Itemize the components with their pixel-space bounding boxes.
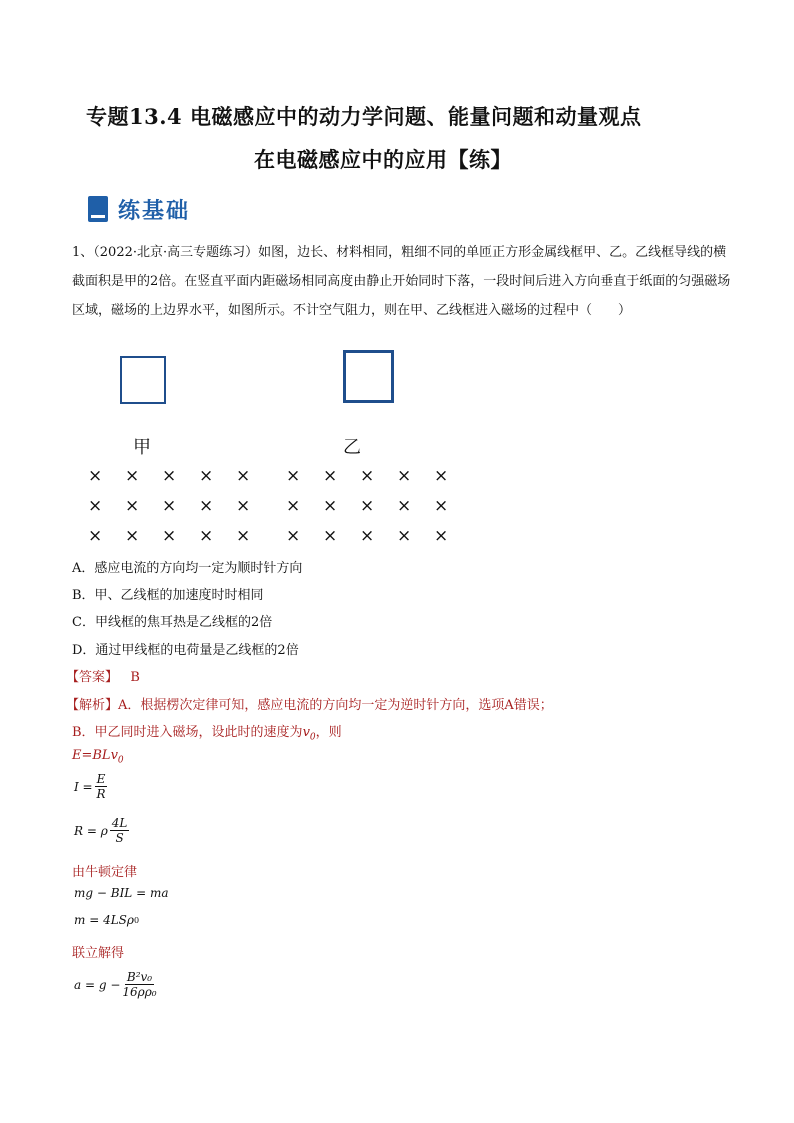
eq-accel-frac: [122, 970, 156, 999]
eq-accel-lhs: a = g −: [74, 977, 121, 992]
field-cross: ×: [88, 526, 103, 546]
eq-current: [74, 772, 109, 801]
field-cross: ×: [199, 466, 214, 486]
field-cross: ×: [162, 496, 177, 516]
field-cross: ×: [88, 466, 103, 486]
field-cross: ×: [162, 526, 177, 546]
eq-current-den: R: [96, 787, 106, 801]
field-cross: ×: [125, 526, 140, 546]
field-cross: ×: [286, 466, 301, 486]
field-cross: ×: [286, 526, 301, 546]
label-jia: 甲: [133, 437, 151, 458]
question-number: 1、: [72, 245, 94, 260]
combine-label: 联立解得: [72, 946, 125, 961]
section-label: 练基础: [118, 198, 191, 224]
label-yi: 乙: [343, 437, 361, 458]
field-cross: ×: [199, 526, 214, 546]
field-cross: ×: [286, 496, 301, 516]
field-cross: ×: [323, 526, 338, 546]
title-line-2: 在电磁感应中的应用【练】: [254, 147, 512, 172]
eq-emf-sub: 0: [117, 755, 124, 766]
field-cross: ×: [125, 466, 140, 486]
field-cross: ×: [434, 466, 449, 486]
field-cross: ×: [397, 466, 412, 486]
title-line-1: 专题13.4 电磁感应中的动力学问题、能量问题和动量观点: [86, 104, 642, 129]
option-b: B．甲、乙线框的加速度时时相同: [72, 588, 264, 603]
eq-resistance-frac: [110, 816, 130, 845]
eq-resistance-lhs: R = ρ: [74, 823, 108, 838]
answer-row: [66, 666, 140, 685]
eq-accel-num: B²v₀: [126, 970, 153, 984]
field-cross: ×: [323, 466, 338, 486]
frame-yi: [343, 350, 394, 403]
analysis-a: [66, 694, 553, 713]
option-c: C．甲线框的焦耳热是乙线框的2倍: [72, 615, 273, 630]
eq-current-frac: [95, 772, 108, 801]
field-cross: ×: [323, 496, 338, 516]
var-v: v: [302, 725, 310, 740]
eq-emf: [72, 748, 124, 766]
frame-jia: [120, 356, 166, 404]
answer-label: 【答案】: [66, 670, 119, 685]
eq-mass-sub: 0: [133, 915, 140, 925]
analysis-a-text: A．根据楞次定律可知，感应电流的方向均一定为逆时针方向，选项A错误；: [118, 698, 553, 713]
question-stem: [72, 238, 732, 325]
question-source: （2022·北京·高三专题练习）: [93, 245, 259, 260]
eq-resistance-num: 4L: [111, 816, 128, 830]
eq-accel-den: 16ρρ₀: [122, 985, 157, 999]
field-cross: ×: [434, 526, 449, 546]
field-cross: ×: [360, 466, 375, 486]
analysis-label: 【解析】: [66, 698, 119, 713]
section-heading: [88, 193, 190, 225]
eq-emf-text: E=BLv: [72, 748, 118, 763]
field-cross: ×: [88, 496, 103, 516]
eq-mass-text: m = 4LSρ: [74, 913, 134, 927]
analysis-b-end: ，则: [315, 725, 342, 740]
option-a: A．感应电流的方向均一定为顺时针方向: [72, 561, 303, 576]
field-cross: ×: [434, 496, 449, 516]
option-d: D．通过甲线框的电荷量是乙线框的2倍: [72, 643, 299, 658]
field-cross: ×: [360, 496, 375, 516]
analysis-b-text: B．甲乙同时进入磁场，设此时的速度为: [72, 725, 303, 740]
eq-accel: [74, 970, 159, 999]
eq-current-num: E: [96, 772, 106, 786]
field-cross: ×: [162, 466, 177, 486]
field-cross: ×: [236, 496, 251, 516]
field-cross: ×: [397, 496, 412, 516]
newton-label: 由牛顿定律: [72, 865, 138, 880]
figure: [0, 345, 794, 555]
field-cross: ×: [199, 496, 214, 516]
field-cross: ×: [397, 526, 412, 546]
analysis-b: [72, 721, 342, 743]
eq-resistance-den: S: [115, 831, 124, 845]
book-icon: [88, 196, 108, 222]
eq-mass: [74, 913, 139, 927]
field-cross: ×: [360, 526, 375, 546]
eq-resistance: [74, 816, 131, 845]
answer-value: B: [130, 670, 140, 685]
var-v-sub: 0: [309, 732, 316, 743]
eq-current-lhs: I =: [74, 779, 93, 794]
eq-newton: mg − BIL = ma: [74, 886, 169, 900]
field-cross: ×: [236, 526, 251, 546]
question-text: 如图，边长、材料相同，粗细不同的单匝正方形金属线框甲、乙。乙线框导线的横截面积是甲的2倍。在竖直平面内距磁场相同高度由静止开始同时下落，一段时间后进入方向垂直于纸面的匀强磁场区域，磁场的上边界水平，如图所示。不计空气阻力，则在甲、乙线框进入磁场的过程中（ ）: [72, 245, 731, 318]
field-cross: ×: [125, 496, 140, 516]
field-cross: ×: [236, 466, 251, 486]
